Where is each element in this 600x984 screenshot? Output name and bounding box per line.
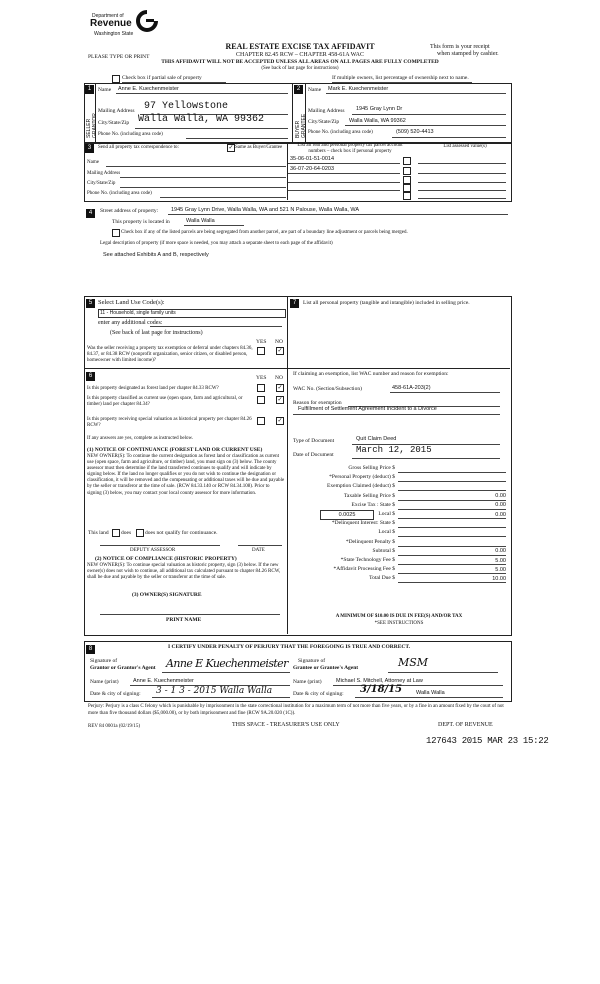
doc-date-value[interactable]: March 12, 2015 bbox=[356, 445, 432, 455]
seller-city-label: City/State/Zip bbox=[98, 120, 130, 126]
grantor-name-print[interactable]: Anne E. Kuechenmeister bbox=[133, 678, 194, 684]
taxable-selling-price-label: Taxable Selling Price $ bbox=[343, 492, 395, 499]
buyer-mailing-label: Mailing Address bbox=[308, 108, 345, 114]
doc-type-label: Type of Document bbox=[293, 438, 335, 444]
grantee-signature[interactable]: MSM bbox=[398, 656, 429, 669]
see-instructions-note: *SEE INSTRUCTIONS bbox=[374, 621, 424, 626]
this-land-label: This land bbox=[88, 530, 109, 536]
parcel-1-checkbox[interactable] bbox=[403, 157, 411, 165]
grantor-name-label: Name (print) bbox=[90, 679, 119, 685]
street-address-value[interactable]: 1945 Gray Lynn Drive, Walla Walla, WA and 521 N Palouse, Walla Walla, WA bbox=[171, 207, 360, 213]
notice-compliance-body: NEW OWNER(S): To continue special valuation as historic property, sign (3) below. If the new owner(s) does not wish to continue, all additional tax calculated pursuant to chapter 84.26 RCW, shall be due and payable by the seller or transferor at the time of sale. bbox=[87, 563, 281, 581]
buyer-city-label: City/State/Zip bbox=[308, 119, 340, 125]
legal-description-label: Legal description of property (if more space is needed, you may attach a separate sheet to each page of the affidavit) bbox=[100, 241, 333, 246]
taxable-selling-price-value[interactable]: 0.00 bbox=[495, 493, 506, 500]
same-as-buyer-checkbox[interactable]: ✓ bbox=[228, 145, 234, 151]
see-back-instructions: (See back of last page for instructions) bbox=[110, 330, 203, 336]
agency-line2: Revenue bbox=[90, 18, 132, 29]
agency-line3: Washington State bbox=[94, 31, 134, 37]
list-personal-property: List all personal property (tangible and intangible) included in selling price. bbox=[303, 300, 470, 306]
parcel-5-checkbox[interactable] bbox=[403, 192, 411, 200]
state-technology-fee-value[interactable]: 5.00 bbox=[495, 557, 506, 564]
does-checkbox[interactable] bbox=[112, 529, 120, 537]
s5-no: NO bbox=[275, 339, 283, 345]
wac-value[interactable]: 458-61A-203(2) bbox=[392, 385, 431, 391]
grantee-date-label: Date & city of signing: bbox=[293, 691, 344, 697]
date-label: DATE bbox=[252, 548, 265, 553]
reason-value[interactable]: Fulfillment of Settlement Agreement Incident to a Divorce bbox=[298, 406, 437, 412]
subtotal-value[interactable]: 0.00 bbox=[495, 548, 506, 555]
perjury-notice: Perjury: Perjury is a class C felony which is punishable by imprisonment in the state correctional institution for a maximum term of not more than five years, or by a fine in an amount fixed by the court of not more than five thousand dollars ($5,000.00), or by both imprisonment and fine (RCW 9A.20.020 (1C)). bbox=[88, 704, 504, 716]
s6-yes: YES bbox=[256, 375, 267, 381]
grantee-city[interactable]: Walla Walla bbox=[416, 690, 445, 696]
affidavit-processing-fee-label: *Affidavit Processing Fee $ bbox=[333, 566, 395, 573]
current-use-yes-checkbox[interactable] bbox=[257, 396, 265, 404]
print-name-label: PRINT NAME bbox=[166, 617, 202, 623]
section-4-number: 4 bbox=[86, 209, 95, 218]
segregated-label: Check box if any of the listed parcels are being segregated from another parcel, are part of a boundary line adjustment or parcels being merged. bbox=[121, 230, 408, 235]
land-use-value: 11 - Household, single family units bbox=[100, 310, 176, 316]
historic-no-checkbox[interactable]: ✓ bbox=[277, 418, 283, 424]
certify-statement: I CERTIFY UNDER PENALTY OF PERJURY THAT THE FOREGOING IS TRUE AND CORRECT. bbox=[168, 644, 411, 650]
buyer-city-value[interactable]: Walla Walla, WA 99362 bbox=[349, 118, 406, 124]
section-3-number: 3 bbox=[85, 144, 94, 153]
section-1-number: 1 bbox=[85, 85, 94, 94]
partial-sale-checkbox[interactable] bbox=[112, 75, 120, 83]
seller-mailing-label: Mailing Address bbox=[98, 108, 135, 114]
grantor-date-label: Date & city of signing: bbox=[90, 691, 141, 697]
doc-type-value[interactable]: Quit Claim Deed bbox=[356, 436, 397, 442]
parcel-4-checkbox[interactable] bbox=[403, 184, 411, 192]
any-yes-note: If any answers are yes, complete as instructed below. bbox=[87, 436, 194, 441]
grantee-name-print[interactable]: Michael S. Mitchell, Attorney at Law bbox=[336, 678, 423, 684]
delinquent-penalty-label: *Delinquent Penalty $ bbox=[345, 538, 395, 545]
affidavit-processing-fee-value[interactable]: 5.00 bbox=[495, 566, 506, 573]
grantor-sig-label2: Grantor or Grantor's Agent bbox=[90, 665, 156, 671]
see-back-note: (See back of last page for instructions) bbox=[261, 66, 339, 71]
current-use-no-checkbox[interactable]: ✓ bbox=[277, 397, 283, 403]
buyer-phone-value[interactable]: (509) 520-4413 bbox=[396, 129, 434, 135]
seller-name-label: Name bbox=[98, 87, 112, 93]
grantor-sig-label1: Signature of bbox=[90, 658, 118, 664]
please-type: PLEASE TYPE OR PRINT bbox=[88, 54, 150, 60]
seller-phone-label: Phone No. (including area code) bbox=[98, 132, 163, 137]
form-title: REAL ESTATE EXCISE TAX AFFIDAVIT bbox=[225, 42, 375, 51]
street-address-label: Street address of property: bbox=[100, 208, 159, 214]
grantee-date[interactable]: 3/18/15 bbox=[360, 684, 403, 695]
located-in-label: This property is located in bbox=[112, 219, 170, 225]
delinquent-interest-state-label: *Delinquent Interest: State $ bbox=[331, 520, 395, 527]
cashier-stamp: 127643 2015 MAR 23 15:22 bbox=[426, 736, 549, 746]
dept-of-revenue: DEPT. OF REVENUE bbox=[438, 722, 493, 728]
treasurer-use: THIS SPACE - TREASURER'S USE ONLY bbox=[232, 722, 340, 728]
land-use-label: Select Land Use Code(s): bbox=[98, 299, 165, 306]
forest-yes-checkbox[interactable] bbox=[257, 384, 265, 392]
deputy-assessor-label: DEPUTY ASSESSOR bbox=[130, 548, 176, 553]
buyer-name-value[interactable]: Mark E. Kuechenmeister bbox=[328, 86, 389, 92]
receipt-line2: when stamped by cashier. bbox=[437, 51, 499, 57]
buyer-mailing-value[interactable]: 1945 Gray Lynn Dr bbox=[356, 106, 403, 112]
state-technology-fee-label: *State Technology Fee $ bbox=[340, 557, 395, 563]
total-due-label: Total Due $ bbox=[369, 575, 395, 582]
grantee-name-label: Name (print) bbox=[293, 679, 322, 685]
exemption-yes-checkbox[interactable] bbox=[257, 347, 265, 355]
s3-city-label: City/State/Zip bbox=[87, 181, 116, 186]
excise-tax-local-label: Local $ bbox=[378, 511, 395, 517]
seller-city-value[interactable]: Walla Walla, WA 99362 bbox=[138, 114, 265, 125]
revenue-logo-icon bbox=[136, 10, 158, 36]
section-6-number: 6 bbox=[86, 372, 95, 381]
does-not-checkbox[interactable] bbox=[136, 529, 144, 537]
personal-property-label: *Personal Property (deduct) $ bbox=[329, 474, 395, 481]
legal-description-value[interactable]: See attached Exhibits A and B, respectively bbox=[103, 252, 209, 258]
s3-phone-label: Phone No. (including area code) bbox=[87, 191, 152, 196]
claim-exemption-label: If claiming an exemption, list WAC number and reason for exemption: bbox=[293, 371, 449, 377]
same-as-buyer-label: Same as Buyer/Grantee bbox=[235, 145, 283, 150]
notice-continuance-body: NEW OWNER(S): To continue the current designation as forest land or classification as current use (open space, farm and agriculture, or timber) land, you must sign on (3) below. The county assessor must then determine if the land transferred continues to qualify and will indicate by signing below. If the land no longer qualifies or you do not wish to continue the designation or classification, it will be removed and the compensating or additional taxes will be due and payable by the seller or transferor at the time of sale. (RCW 84.33.140 or RCW 84.34.108). Prior to signing (3) below, you may contact your local county assessor for more information. bbox=[87, 454, 285, 496]
buyer-phone-label: Phone No. (including area code) bbox=[308, 130, 373, 135]
seller-name-value[interactable]: Anne E. Kuechenmeister bbox=[118, 86, 179, 92]
s3-mailing-label: Mailing Address bbox=[87, 171, 121, 176]
agency-line1: Department of bbox=[92, 13, 124, 19]
does-label: does bbox=[121, 530, 132, 536]
exemption-question: Was the seller receiving a property tax exemption or deferral under chapters 84.36, 84.37, or 84.38 RCW (nonprofit organization, senior citizen, or disabled person, homeowner with limited income)? bbox=[87, 346, 253, 363]
grantee-sig-label1: Signature of bbox=[298, 658, 326, 664]
additional-codes-label: enter any additional codes: bbox=[98, 320, 163, 326]
buyer-name-label: Name bbox=[308, 87, 322, 93]
section-5-number: 5 bbox=[86, 299, 95, 308]
historic-question: Is this property receiving special valuation as historical property per chapter 84.26 RCW? bbox=[87, 417, 252, 428]
owner-signature-label: (3) OWNER(S) SIGNATURE bbox=[132, 592, 202, 598]
grantee-sig-label2: Grantee or Grantee's Agent bbox=[293, 665, 359, 671]
section-8-number: 8 bbox=[86, 645, 95, 654]
assessed-value-header: List assessed value(s) bbox=[443, 144, 487, 149]
does-not-label: does not qualify for continuance. bbox=[145, 530, 218, 536]
doc-date-label: Date of Document bbox=[293, 452, 334, 458]
excise-tax-state-label: Excise Tax : State $ bbox=[351, 501, 395, 508]
form-revision: REV 84 0001a (02/19/15) bbox=[88, 724, 140, 729]
notice-compliance-title: (2) NOTICE OF COMPLIANCE (HISTORIC PROPERTY) bbox=[95, 556, 237, 562]
parcel-1[interactable]: 35-06-01-51-0014 bbox=[290, 156, 335, 162]
local-rate-box[interactable]: 0.0025 bbox=[320, 510, 374, 520]
wac-label: WAC No. (Section/Subsection) bbox=[293, 386, 362, 392]
current-use-question: Is this property classified as current use (open space, farm and agricultural, or timber) land per chapter 84.34? bbox=[87, 396, 243, 407]
excise-tax-state-value[interactable]: 0.00 bbox=[495, 502, 506, 509]
grantor-signature[interactable]: Anne E Kuechenmeister bbox=[166, 657, 288, 670]
partial-sale-label: Check box if partial sale of property bbox=[122, 75, 202, 81]
excise-tax-local-value[interactable]: 0.00 bbox=[495, 511, 506, 518]
exemption-claimed-label: Exemption Claimed (deduct) $ bbox=[327, 483, 395, 490]
total-due-value[interactable]: 10.00 bbox=[492, 575, 506, 582]
forest-land-question: Is this property designated as forest land per chapter 84.33 RCW? bbox=[87, 386, 219, 391]
gross-selling-price-label: Gross Selling Price $ bbox=[348, 465, 395, 471]
send-correspondence-label: Send all property tax correspondence to: bbox=[98, 145, 179, 150]
seller-grantor-label: SELLER GRANTOR bbox=[86, 113, 98, 138]
minimum-due-note: A MINIMUM OF $10.00 IS DUE IN FEE(S) AND/OR TAX bbox=[335, 614, 463, 619]
notice-continuance-title: (1) NOTICE OF CONTINUANCE (FOREST LAND OR CURRENT USE) bbox=[87, 447, 263, 453]
section-2-number: 2 bbox=[294, 85, 303, 94]
subtotal-label: Subtotal $ bbox=[372, 547, 395, 554]
delinquent-interest-local-label: Local $ bbox=[378, 529, 395, 536]
section-7-number: 7 bbox=[290, 299, 299, 308]
seller-mailing-value[interactable]: 97 Yellowstone bbox=[144, 101, 229, 112]
segregated-checkbox[interactable] bbox=[112, 229, 120, 237]
parcel-3-checkbox[interactable] bbox=[403, 176, 411, 184]
buyer-grantee-label: BUYER GRANTEE bbox=[295, 113, 307, 138]
multiple-owners-label: If multiple owners, list percentage of ownership next to name. bbox=[332, 75, 469, 81]
parcel-2-checkbox[interactable] bbox=[403, 167, 411, 175]
exemption-no-checkbox[interactable]: ✓ bbox=[277, 348, 283, 354]
forest-no-checkbox[interactable]: ✓ bbox=[277, 385, 283, 391]
parcel-list-header: List all real and personal property tax parcel account numbers – check box if personal property bbox=[297, 143, 403, 154]
reason-label: Reason for exemption bbox=[293, 400, 342, 406]
grantor-date-city[interactable]: 3 - 1 3 - 2015 Walla Walla bbox=[156, 686, 273, 696]
parcel-2[interactable]: 36-07-20-64-0203 bbox=[290, 166, 335, 172]
s3-name-label: Name bbox=[87, 160, 99, 165]
historic-yes-checkbox[interactable] bbox=[257, 417, 265, 425]
located-in-value[interactable]: Walla Walla bbox=[186, 218, 215, 224]
form-chapter: CHAPTER 82.45 RCW – CHAPTER 458-61A WAC bbox=[236, 52, 364, 58]
s6-no: NO bbox=[275, 375, 283, 381]
not-accepted-notice: THIS AFFIDAVIT WILL NOT BE ACCEPTED UNLESS ALL AREAS ON ALL PAGES ARE FULLY COMPLETED bbox=[161, 59, 439, 65]
receipt-line1: This form is your receipt bbox=[430, 44, 490, 50]
s5-yes: YES bbox=[256, 339, 267, 345]
